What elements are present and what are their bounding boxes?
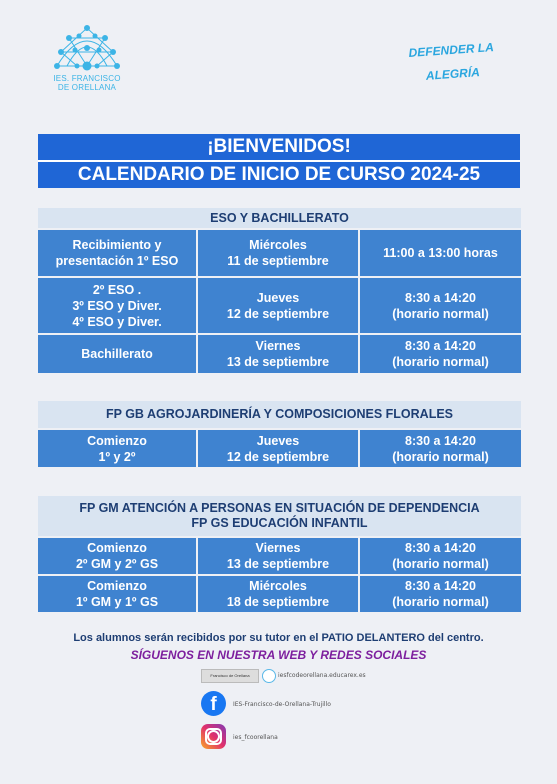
welcome-title: ¡BIENVENIDOS! (38, 134, 520, 162)
cell-date: Jueves 12 de septiembre (196, 430, 358, 467)
cell-time: 8:30 a 14:20 (horario normal) (358, 278, 521, 333)
slogan-line2: ALEGRÍA (425, 65, 481, 83)
table-row (38, 428, 521, 467)
school-logo (44, 22, 130, 92)
cell-group: Comienzo 2º GM y 2º GS (38, 538, 196, 574)
calendar-title: CALENDARIO DE INICIO DE CURSO 2024-25 (77, 164, 481, 185)
logo-line1: IES. FRANCISCO (53, 74, 121, 83)
section-title-line: ESO Y BACHILLERATO (210, 210, 349, 225)
logo-line2: DE ORELLANA (57, 83, 117, 92)
section-title-line: FP GS EDUCACIÓN INFANTIL (191, 516, 368, 530)
cell-group: 2º ESO . 3º ESO y Diver. 4º ESO y Diver. (38, 278, 196, 333)
section-title (38, 208, 521, 228)
cell-group: Recibimiento y presentación 1º ESO (38, 230, 196, 276)
web-globe-icon (262, 669, 276, 683)
cell-date: Miércoles 18 de septiembre (196, 576, 358, 612)
title-banner (38, 134, 520, 188)
cell-time: 8:30 a 14:20 (horario normal) (358, 538, 521, 574)
follow-us-note: SÍGUENOS EN NUESTRA WEB Y REDES SOCIALES (130, 648, 427, 662)
table-row (38, 228, 521, 276)
facebook-icon[interactable]: f (201, 691, 226, 716)
cell-date: Viernes 13 de septiembre (196, 538, 358, 574)
network-globe-icon (49, 22, 125, 72)
cell-time: 8:30 a 14:20 (horario normal) (358, 576, 521, 612)
cell-group: Comienzo 1º y 2º (38, 430, 196, 467)
section-title (38, 496, 521, 536)
instagram-link[interactable]: ies_fcoorellana (233, 734, 278, 741)
cell-time: 8:30 a 14:20 (horario normal) (358, 430, 521, 467)
table-row (38, 574, 521, 612)
cell-time: 8:30 a 14:20 (horario normal) (358, 335, 521, 373)
instagram-icon[interactable] (201, 724, 226, 749)
cell-time: 11:00 a 13:00 horas (358, 230, 521, 276)
section-title-line: FP GB AGROJARDINERÍA Y COMPOSICIONES FLORALES (105, 407, 454, 421)
cell-date: Jueves 12 de septiembre (196, 278, 358, 333)
slogan-line1: DEFENDER LA (408, 40, 495, 60)
section-title (38, 401, 521, 428)
table-row (38, 276, 521, 333)
table-row (38, 536, 521, 574)
cell-group: Comienzo 1º GM y 1º GS (38, 576, 196, 612)
web-school-logo: Francisco de Orellana (201, 669, 259, 683)
section-fp-gm-gs (38, 496, 521, 612)
facebook-link[interactable]: IES-Francisco-de-Orellana-Trujillo (233, 701, 331, 708)
section-fp-gb (38, 401, 521, 467)
reception-note: Los alumnos serán recibidos por su tutor en el PATIO DELANTERO del centro. (73, 632, 484, 644)
cell-group: Bachillerato (38, 335, 196, 373)
cell-date: Viernes 13 de septiembre (196, 335, 358, 373)
section-eso-bachillerato (38, 208, 521, 373)
slogan (396, 34, 507, 89)
section-title-line: FP GM ATENCIÓN A PERSONAS EN SITUACIÓN DE DEPENDENCIA (79, 501, 480, 515)
website-link[interactable]: iesfcodeorellana.educarex.es (278, 672, 366, 679)
table-row (38, 333, 521, 373)
cell-date: Miércoles 11 de septiembre (196, 230, 358, 276)
